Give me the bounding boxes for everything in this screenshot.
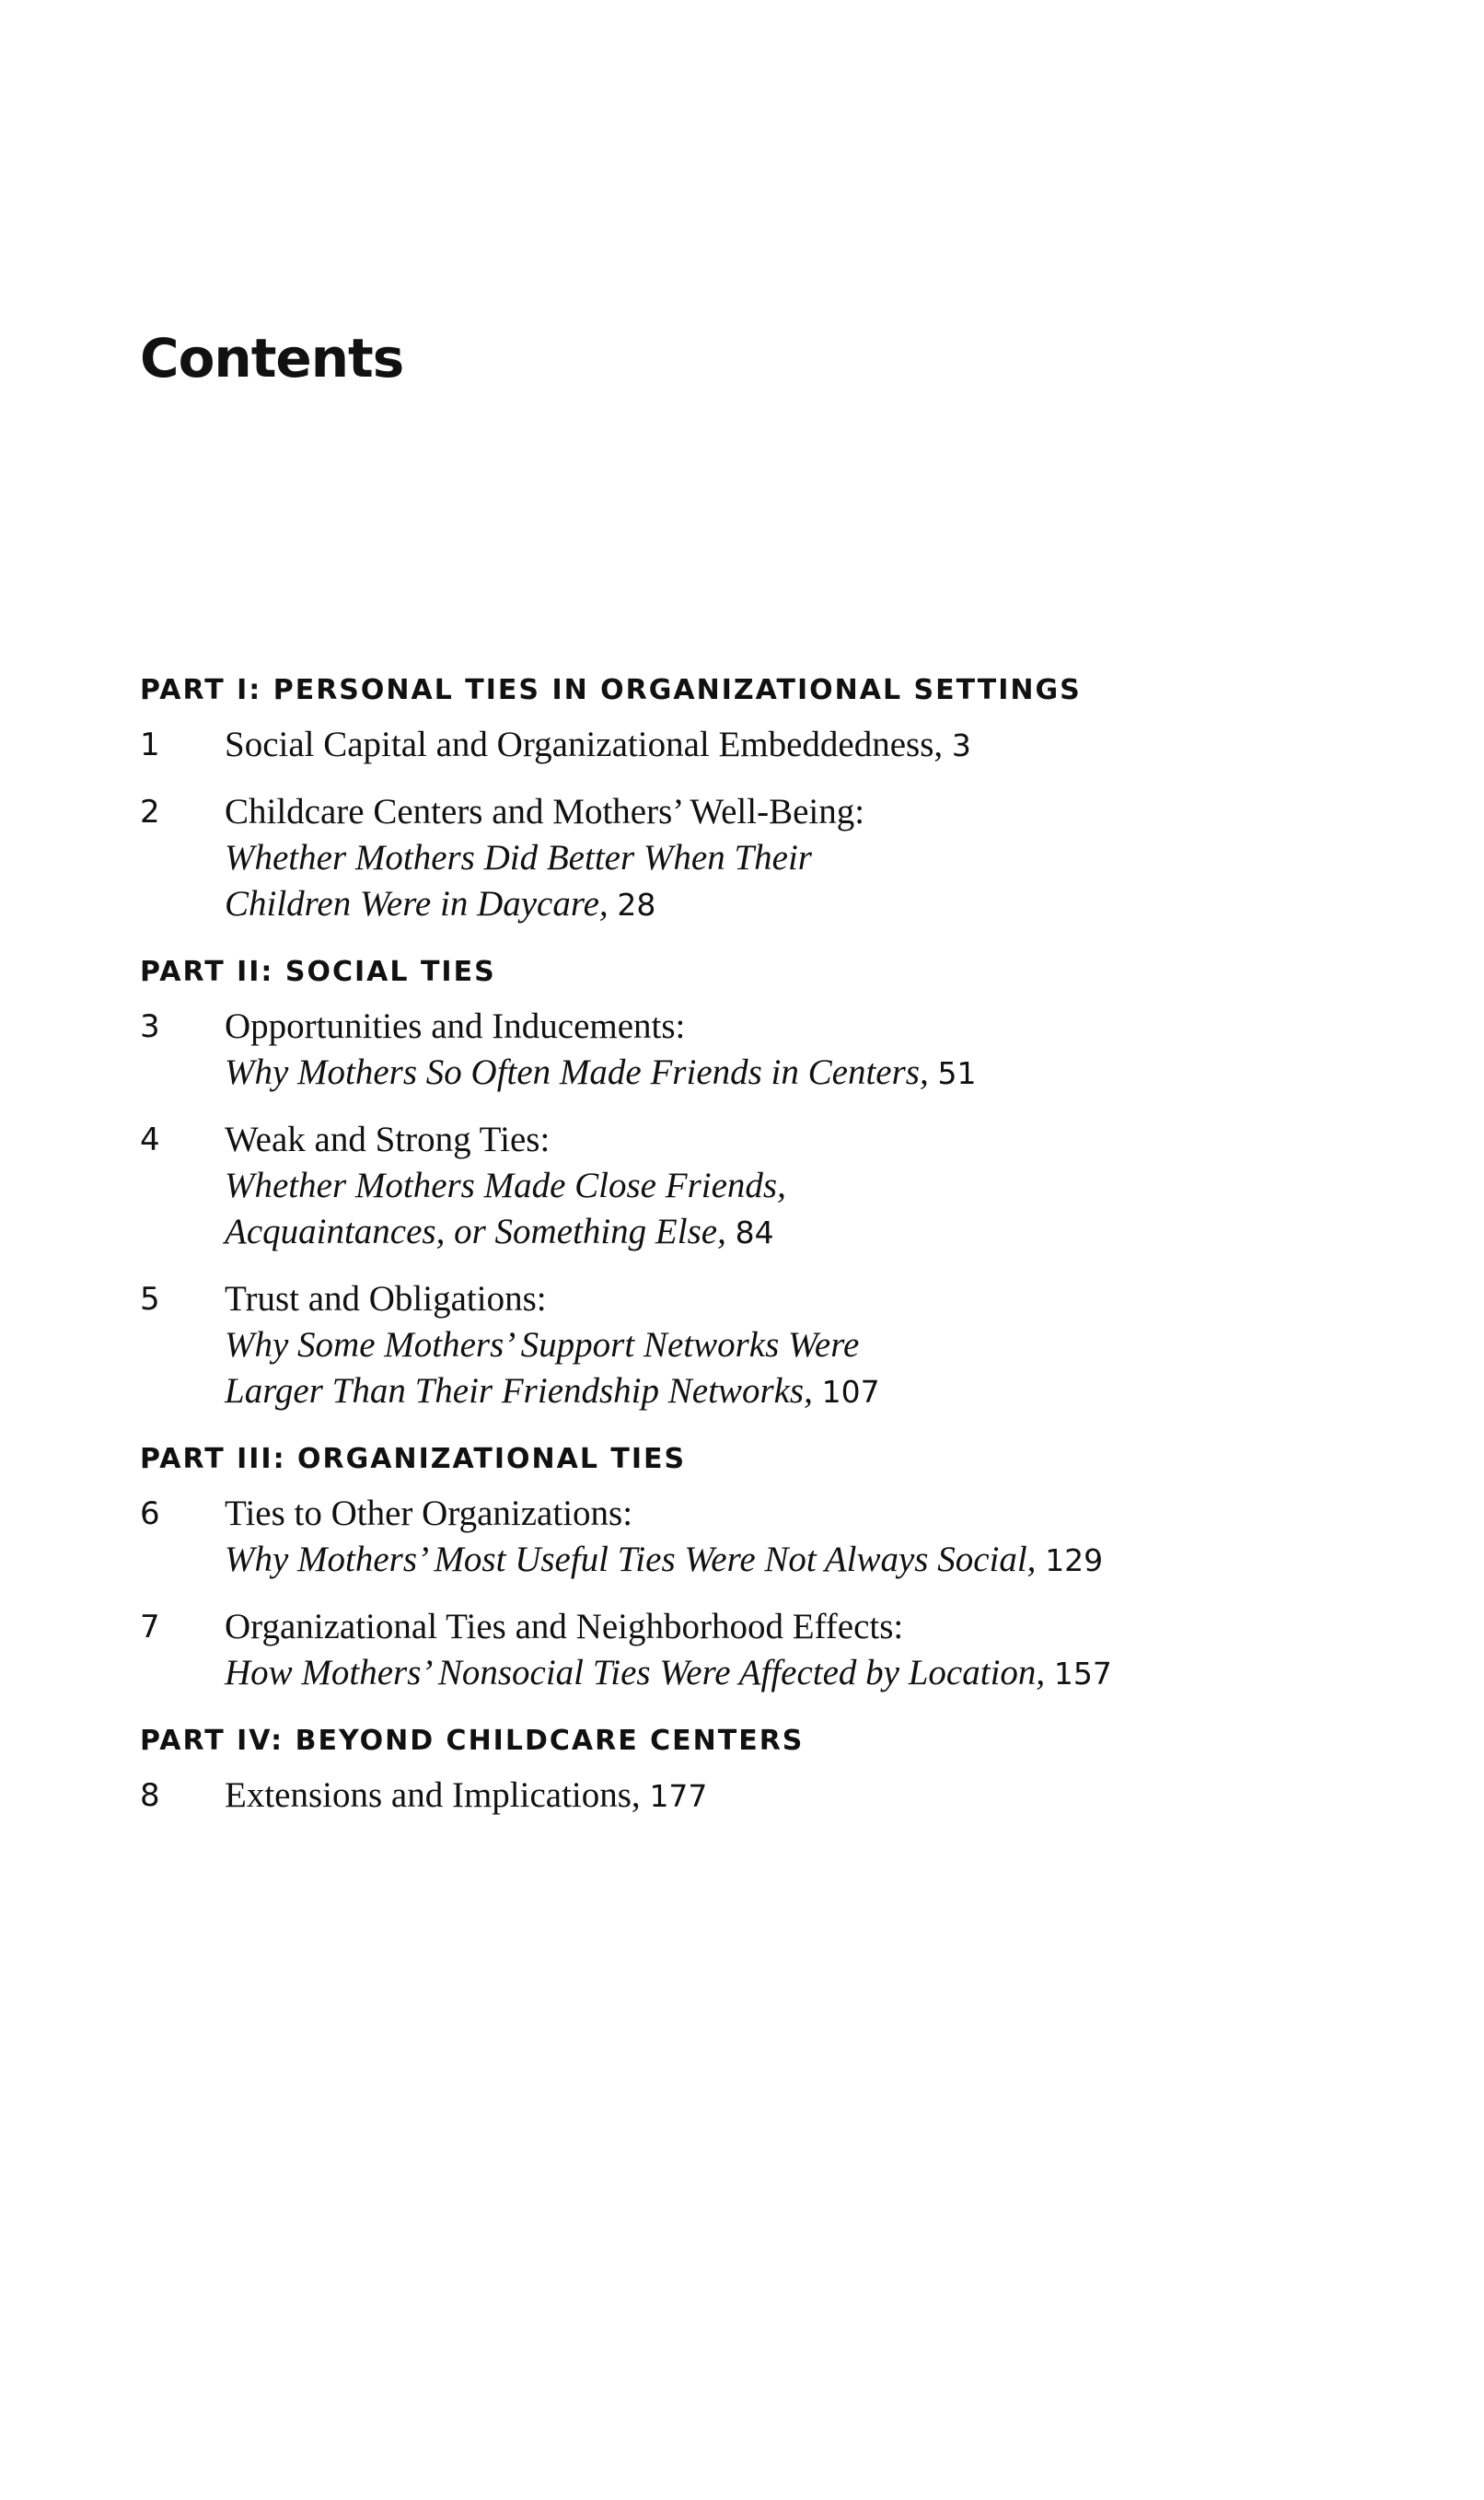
- chapter-subtitle: Whether Mothers Made Close Friends,: [225, 1166, 786, 1205]
- chapter-title-line: [225, 1604, 1410, 1650]
- chapter-title: Opportunities and Inducements:: [225, 1006, 686, 1046]
- chapter-title-line: [225, 722, 1410, 769]
- toc-entry[interactable]: [140, 722, 1410, 769]
- chapter-subtitle-line: [225, 1368, 1410, 1415]
- part-heading: PART I: PERSONAL TIES IN ORGANIZATIONAL SETTINGS: [140, 674, 1082, 706]
- page-number: 3: [951, 727, 971, 763]
- toc-entry[interactable]: [140, 1491, 1410, 1584]
- chapter-number: 7: [140, 1609, 160, 1645]
- chapter-number: 5: [140, 1281, 160, 1318]
- page-number: 107: [821, 1374, 880, 1410]
- chapter-number: 8: [140, 1777, 160, 1814]
- chapter-title-line: [225, 1004, 1410, 1050]
- toc-part: [140, 948, 1410, 1415]
- chapter-subtitle-line: [225, 1163, 1410, 1209]
- chapter-subtitle: Why Some Mothers’ Support Networks Were: [225, 1325, 860, 1365]
- page-number: 177: [649, 1778, 708, 1814]
- chapter-subtitle: Why Mothers So Often Made Friends in Centers,: [225, 1052, 929, 1092]
- toc-entry[interactable]: [140, 1117, 1410, 1256]
- toc-part: [140, 667, 1410, 928]
- chapter-subtitle-line: [225, 1322, 1410, 1368]
- chapter-title: Social Capital and Organizational Embeddedness,: [225, 725, 944, 764]
- part-heading: PART IV: BEYOND CHILDCARE CENTERS: [140, 1725, 805, 1757]
- toc-entry[interactable]: [140, 789, 1410, 928]
- page-number: 129: [1045, 1542, 1104, 1578]
- toc-part: [140, 1717, 1410, 1820]
- chapter-subtitle-line: [225, 1050, 1410, 1097]
- toc-part: [140, 1436, 1410, 1697]
- chapter-title: Extensions and Implications,: [225, 1775, 641, 1815]
- toc-entry[interactable]: [140, 1604, 1410, 1697]
- chapter-title: Organizational Ties and Neighborhood Effects:: [225, 1607, 904, 1646]
- chapter-subtitle: Children Were in Daycare,: [225, 884, 609, 924]
- chapter-subtitle: Why Mothers’ Most Useful Ties Were Not Always Social,: [225, 1540, 1037, 1579]
- chapter-title-line: [225, 1117, 1410, 1163]
- chapter-title-line: [225, 1773, 1410, 1820]
- chapter-subtitle-line: [225, 1537, 1410, 1584]
- chapter-number: 6: [140, 1495, 160, 1532]
- chapter-subtitle-line: [225, 1650, 1410, 1697]
- chapter-number: 1: [140, 727, 160, 763]
- chapter-subtitle: Larger Than Their Friendship Networks,: [225, 1371, 813, 1411]
- chapter-title: Weak and Strong Ties:: [225, 1120, 551, 1159]
- part-heading: PART III: ORGANIZATIONAL TIES: [140, 1443, 687, 1475]
- page-number: 157: [1053, 1656, 1112, 1692]
- chapter-title: Ties to Other Organizations:: [225, 1494, 633, 1533]
- page-number: 51: [937, 1055, 977, 1091]
- chapter-title-line: [225, 1276, 1410, 1322]
- toc-entry[interactable]: [140, 1004, 1410, 1097]
- chapter-subtitle-line: [225, 835, 1410, 881]
- page-number: 84: [735, 1215, 774, 1250]
- chapter-title: Trust and Obligations:: [225, 1279, 547, 1319]
- chapter-subtitle: How Mothers’ Nonsocial Ties Were Affected by Location,: [225, 1653, 1046, 1692]
- chapter-number: 2: [140, 794, 160, 831]
- chapter-number: 4: [140, 1122, 160, 1158]
- page-title: Contents: [140, 327, 404, 390]
- page-number: 28: [617, 887, 656, 923]
- part-heading: PART II: SOCIAL TIES: [140, 956, 496, 988]
- table-of-contents: [140, 667, 1410, 1840]
- chapter-number: 3: [140, 1008, 160, 1045]
- toc-entry[interactable]: [140, 1276, 1410, 1415]
- chapter-subtitle: Acquaintances, or Something Else,: [225, 1212, 726, 1251]
- chapter-title: Childcare Centers and Mothers’ Well-Being:: [225, 792, 865, 831]
- chapter-title-line: [225, 789, 1410, 835]
- chapter-subtitle-line: [225, 881, 1410, 928]
- toc-entry[interactable]: [140, 1773, 1410, 1820]
- chapter-subtitle-line: [225, 1209, 1410, 1256]
- chapter-title-line: [225, 1491, 1410, 1537]
- chapter-subtitle: Whether Mothers Did Better When Their: [225, 838, 812, 878]
